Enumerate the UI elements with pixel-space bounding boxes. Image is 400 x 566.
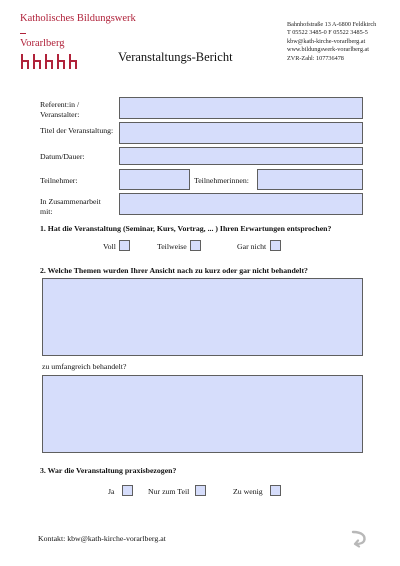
- q2-too-extensive-field[interactable]: [42, 375, 363, 453]
- q1-option-label: Gar nicht: [237, 242, 267, 251]
- contact-line: Kontakt: kbw@kath-kirche-vorarlberg.at: [38, 534, 166, 543]
- address-block: [287, 21, 376, 63]
- q3-option-label: Zu wenig: [233, 487, 263, 496]
- address-line: Bahnhofstraße 13 A-6800 Feldkirch: [287, 21, 377, 28]
- referent-label: Referent:in / Veranstalter:: [40, 100, 80, 119]
- datum-label: Datum/Dauer:: [40, 152, 85, 161]
- q1-checkbox-voll[interactable]: [119, 240, 130, 251]
- q3-checkbox-zu-wenig[interactable]: [270, 485, 281, 496]
- teilnehmer-label: Teilnehmer:: [40, 176, 78, 185]
- q3-checkbox-ja[interactable]: [122, 485, 133, 496]
- address-line: www.bildungswerk-vorarlberg.at: [287, 46, 369, 54]
- q1-checkbox-gar-nicht[interactable]: [270, 240, 281, 251]
- q3-option-label: Nur zum Teil: [148, 487, 190, 496]
- curved-arrow-icon[interactable]: [350, 528, 370, 548]
- q1-checkbox-teilweise[interactable]: [190, 240, 201, 251]
- chairs-logo-icon: [20, 53, 80, 70]
- question-1: 1. Hat die Veranstaltung (Seminar, Kurs, Vortrag, ... ) Ihren Erwartungen entsprochen?: [40, 224, 332, 233]
- brand-name-line2: Vorarlberg: [20, 38, 65, 49]
- q2-sub-label: zu umfangreich behandelt?: [42, 362, 127, 371]
- titel-field[interactable]: [119, 122, 363, 144]
- address-line: ZVR-Zahl: 107736478: [287, 54, 344, 62]
- teilnehmerinnen-label: Teilnehmerinnen:: [194, 176, 249, 185]
- address-line: T 05522 3485-0 F 05522 3485-5: [287, 29, 368, 37]
- brand-divider: [20, 33, 26, 34]
- zusammenarbeit-field[interactable]: [119, 193, 363, 215]
- teilnehmer-field[interactable]: [119, 169, 190, 190]
- question-3: 3. War die Veranstaltung praxisbezogen?: [40, 466, 177, 475]
- zusammenarbeit-label: In Zusammenarbeit mit:: [40, 197, 101, 216]
- datum-field[interactable]: [119, 147, 363, 165]
- form-title: Veranstaltungs-Bericht: [118, 50, 233, 64]
- address-line: kbw@kath-kirche-vorarlberg.at: [287, 37, 366, 45]
- referent-field[interactable]: [119, 97, 363, 119]
- q3-checkbox-nur-zum-teil[interactable]: [195, 485, 206, 496]
- question-2: 2. Welche Themen wurden Ihrer Ansicht nach zu kurz oder gar nicht behandelt?: [40, 266, 308, 275]
- q1-option-label: Voll: [103, 242, 116, 251]
- q2-too-short-field[interactable]: [42, 278, 363, 356]
- titel-label: Titel der Veranstaltung:: [40, 126, 114, 135]
- q1-option-label: Teilweise: [157, 242, 187, 251]
- teilnehmerinnen-field[interactable]: [257, 169, 363, 190]
- q3-option-label: Ja: [108, 487, 115, 496]
- brand-name-line1: Katholisches Bildungswerk: [20, 13, 136, 24]
